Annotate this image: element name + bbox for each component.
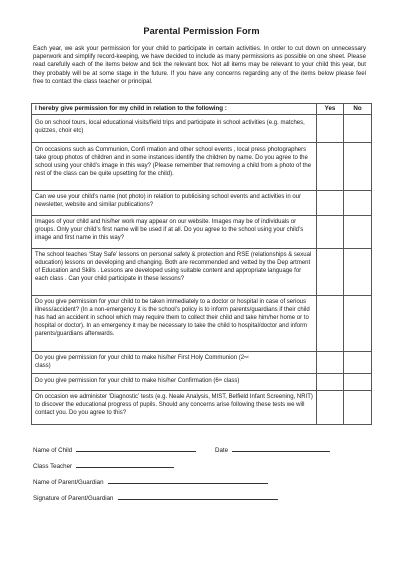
table-header-statement: I hereby give permission for my child in relation to the following : <box>32 104 317 115</box>
question-communion: Do you give permission for your child to make his/her First Holy Communion (2nd class) <box>32 351 317 373</box>
table-row-communion <box>32 351 372 373</box>
table-header-row <box>32 104 372 115</box>
yes-tick-box[interactable] <box>317 190 344 215</box>
question-press-photos: On occasions such as Communion, Confi rmation and other school events , local press photographers take group photos of children and in some instances identify the children by name. Do you agree to the school using your child’s image in this way? (Please remember that removing a child from a photo of the rest of the class can be quite upsetting for the child). <box>32 142 317 190</box>
page-title: Parental Permission Form <box>143 26 260 36</box>
table-row-diagnostic-tests <box>32 390 372 424</box>
yes-tick-box[interactable] <box>317 142 344 190</box>
no-tick-box[interactable] <box>344 190 372 215</box>
no-tick-box[interactable] <box>344 248 372 295</box>
no-tick-box[interactable] <box>344 142 372 190</box>
date-field[interactable] <box>215 445 330 454</box>
no-tick-box[interactable] <box>344 351 372 373</box>
class-teacher-field[interactable] <box>33 461 174 470</box>
table-row-press-photos <box>32 142 372 190</box>
parent-name-label: Name of Parent/Guardian <box>33 479 104 486</box>
child-name-label: Name of Child <box>33 447 73 454</box>
table-row-stay-safe <box>32 248 372 295</box>
question-website-images: Images of your child and his/her work may appear on our website. Images may be of individuals or groups. Only your child’s first name will be used if at all. Do you agree to the school using your child’s image and first name in this way? <box>32 215 317 248</box>
no-column-header: No <box>344 104 372 115</box>
question-diagnostic-tests: On occasion we administer ‘Diagnostic’ tests (e.g. Neale Analysis, MIST, Belfield Infant Screening, NRIT) to discover the educational progress of pupils. Should any concerns arise following these tests we will contact you. Do you agree to this? <box>32 390 317 424</box>
yes-tick-box[interactable] <box>317 295 344 351</box>
yes-tick-box[interactable] <box>317 114 344 142</box>
yes-tick-box[interactable] <box>317 215 344 248</box>
signature-label: Signature of Parent/Guardian <box>33 495 114 502</box>
question-stay-safe: The school teaches ‘Stay Safe’ lessons on personal safety & protection and RSE (relationships & sexual education) lessons on developing and changing. Both are recommended and vetted by the Dep artment of Education and Skills . Lessons are developed using suitable content and appropriate language for each class . Can your child participate in these lessons? <box>32 248 317 295</box>
yes-tick-box[interactable] <box>317 390 344 424</box>
no-tick-box[interactable] <box>344 390 372 424</box>
yes-tick-box[interactable] <box>317 248 344 295</box>
table-row-child-name-use <box>32 190 372 215</box>
signature-field[interactable] <box>33 493 278 502</box>
child-name-line[interactable] <box>76 445 196 452</box>
class-teacher-label: Class Teacher <box>33 463 73 470</box>
table-row-confirmation <box>32 373 372 390</box>
table-row-website-images <box>32 215 372 248</box>
parent-name-field[interactable] <box>33 477 268 486</box>
no-tick-box[interactable] <box>344 114 372 142</box>
intro-paragraph: Each year, we ask your permission for your child to participate in certain activities. In order to cut down on unnecessary paperwork and simplify record-keeping, we have decided to include as many permissions as possible on one sheet. Please read carefully each of the items below and tick the relevant box. Not all items may be relevant to your child this year, but they probably will be at some stage in the future. If you have any concerns regarding any of the items below please feel free to contact the class teacher or principal. <box>33 45 366 85</box>
date-line[interactable] <box>232 445 330 452</box>
question-confirmation: Do you give permission for your child to make his/her Confirmation (6th class) <box>32 373 317 390</box>
signature-line[interactable] <box>118 493 278 500</box>
table-row-school-tours <box>32 114 372 142</box>
no-tick-box[interactable] <box>344 295 372 351</box>
yes-tick-box[interactable] <box>317 351 344 373</box>
yes-column-header: Yes <box>317 104 344 115</box>
no-tick-box[interactable] <box>344 373 372 390</box>
permission-table <box>31 103 372 425</box>
question-medical: Do you give permission for your child to be taken immediately to a doctor or hospital in case of serious illness/accident? (In a non-emergency it is the school’s policy is to inform parents/guardians if their child has had an accident in school which may require them to collect their child and take him/her home or to hospital or doctor). In an emergency it may be necessary to take the child to hospital/doctor and inform parents/guardians afterwards. <box>32 295 317 351</box>
question-school-tours: Go on school tours, local educational visits/field trips and participate in school activities (e.g. matches, quizzes, choir etc) <box>32 114 317 142</box>
no-tick-box[interactable] <box>344 215 372 248</box>
question-child-name-use: Can we use your child’s name (not photo) in relation to publicising school events and activities in our newsletter, website and similar publications? <box>32 190 317 215</box>
parent-name-line[interactable] <box>108 477 268 484</box>
class-teacher-line[interactable] <box>76 461 174 468</box>
yes-tick-box[interactable] <box>317 373 344 390</box>
child-name-field[interactable] <box>33 445 196 454</box>
date-label: Date <box>215 447 229 454</box>
table-row-medical <box>32 295 372 351</box>
